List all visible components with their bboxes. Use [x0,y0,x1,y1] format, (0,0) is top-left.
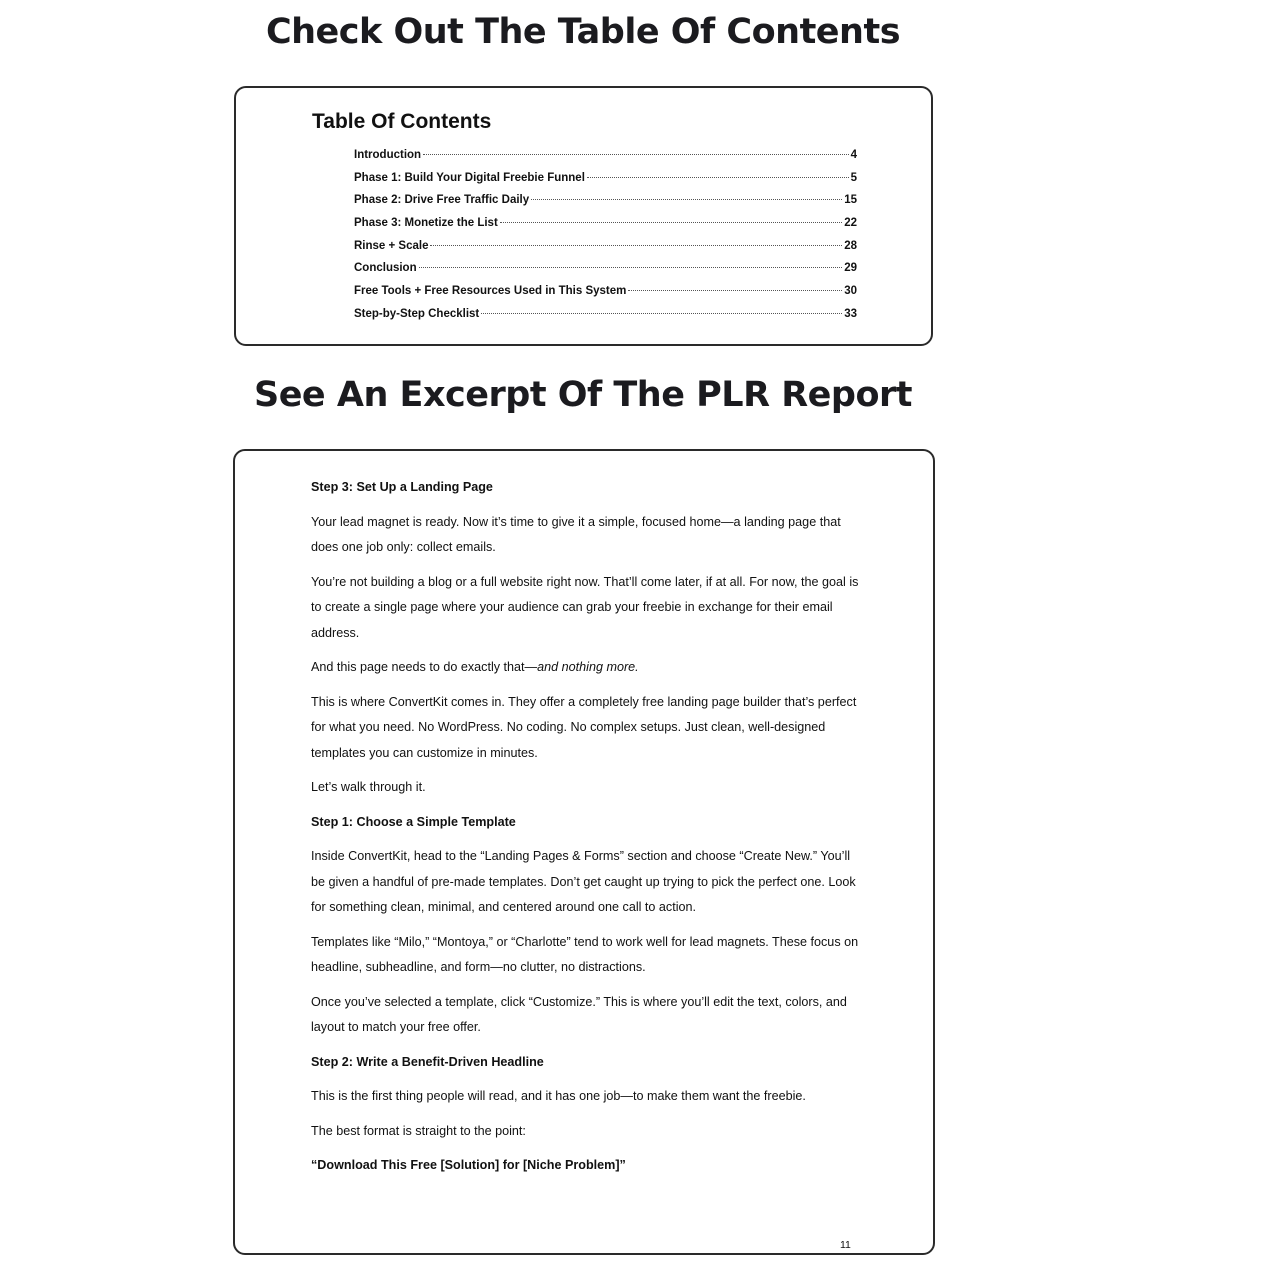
toc-entry-label: Rinse + Scale [354,239,429,252]
step2-heading: Step 2: Write a Benefit-Driven Headline [311,1054,544,1069]
toc-entry [354,172,857,195]
toc-entry-page: 4 [850,149,857,161]
toc-section-heading: Check Out The Table Of Contents [265,12,901,52]
step1-heading: Step 1: Choose a Simple Template [311,814,516,829]
toc-entry [354,194,857,217]
toc-leader-dots [423,154,849,155]
excerpt-paragraph: Your lead magnet is ready. Now it’s time to give it a simple, focused home—a landing page that does one job only: collect emails. [311,514,841,554]
page-number: 11 [840,1239,851,1251]
toc-entry-page: 28 [844,239,857,252]
paragraph-lead-text: And this page needs to do exactly that— [311,660,538,674]
toc-entry-label: Phase 1: Build Your Digital Freebie Funnel [354,171,585,184]
toc-entry-page: 15 [844,194,857,207]
excerpt-paragraph: Inside ConvertKit, head to the “Landing Pages & Forms” section and choose “Create New.” You’ll be given a handful of pre-made templates. Don’t get caught up trying to pick the perfect one. Look for something clean, minimal, and centered around one call to action. [311,849,856,914]
toc-entry [354,149,857,172]
toc-title: Table Of Contents [312,110,492,133]
excerpt-preview-card [233,449,935,1255]
excerpt-paragraph: Templates like “Milo,” “Montoya,” or “Charlotte” tend to work well for lead magnets. These focus on headline, subheadline, and form—no clutter, no distractions. [311,934,859,974]
toc-entry [354,240,857,263]
toc-entry [354,285,857,308]
toc-leader-dots [419,267,843,268]
toc-entry-page: 22 [844,217,857,230]
toc-entry [354,262,857,285]
toc-entry-label: Step-by-Step Checklist [354,307,480,320]
excerpt-paragraph [311,655,861,681]
toc-entry-page: 30 [844,285,857,298]
excerpt-section-heading: See An Excerpt Of The PLR Report [253,375,912,415]
excerpt-paragraph: This is the first thing people will read, and it has one job—to make them want the freebie. [311,1089,806,1103]
toc-leader-dots [481,313,842,314]
excerpt-paragraph: This is where ConvertKit comes in. They offer a completely free landing page builder that’s perfect for what you need. No WordPress. No coding. No complex setups. Just clean, well-designed templates you can customize in minutes. [311,694,857,760]
toc-preview-card [234,86,933,346]
emphasized-text: and nothing more. [537,660,639,674]
toc-entry [354,308,857,331]
toc-entry-page: 33 [844,307,857,320]
toc-leader-dots [430,245,842,246]
excerpt-paragraph: Let’s walk through it. [311,780,426,794]
toc-entry [354,217,857,240]
headline-formula-quote: “Download This Free [Solution] for [Niche Problem]” [311,1158,626,1172]
toc-entry-label: Phase 3: Monetize the List [354,217,498,230]
toc-entry-page: 5 [850,171,857,184]
toc-entry-label: Free Tools + Free Resources Used in This System [354,285,627,298]
toc-leader-dots [500,222,842,223]
excerpt-paragraph: The best format is straight to the point: [311,1123,526,1138]
excerpt-paragraph: You’re not building a blog or a full website right now. That’ll come later, if at all. For now, the goal is to create a single page where your audience can grab your freebie in exchange for their email address. [311,574,859,640]
toc-entry-label: Conclusion [354,262,417,275]
toc-entry-label: Introduction [354,149,422,161]
step3-heading: Step 3: Set Up a Landing Page [311,480,493,494]
toc-leader-dots [587,177,849,178]
toc-entry-label: Phase 2: Drive Free Traffic Daily [354,194,530,207]
toc-leader-dots [628,290,842,291]
toc-leader-dots [531,199,842,200]
excerpt-body [311,475,861,1188]
toc-entry-page: 29 [844,262,857,275]
toc-list [354,149,857,331]
excerpt-paragraph: Once you’ve selected a template, click “Customize.” This is where you’ll edit the text, colors, and layout to match your free offer. [311,994,847,1034]
